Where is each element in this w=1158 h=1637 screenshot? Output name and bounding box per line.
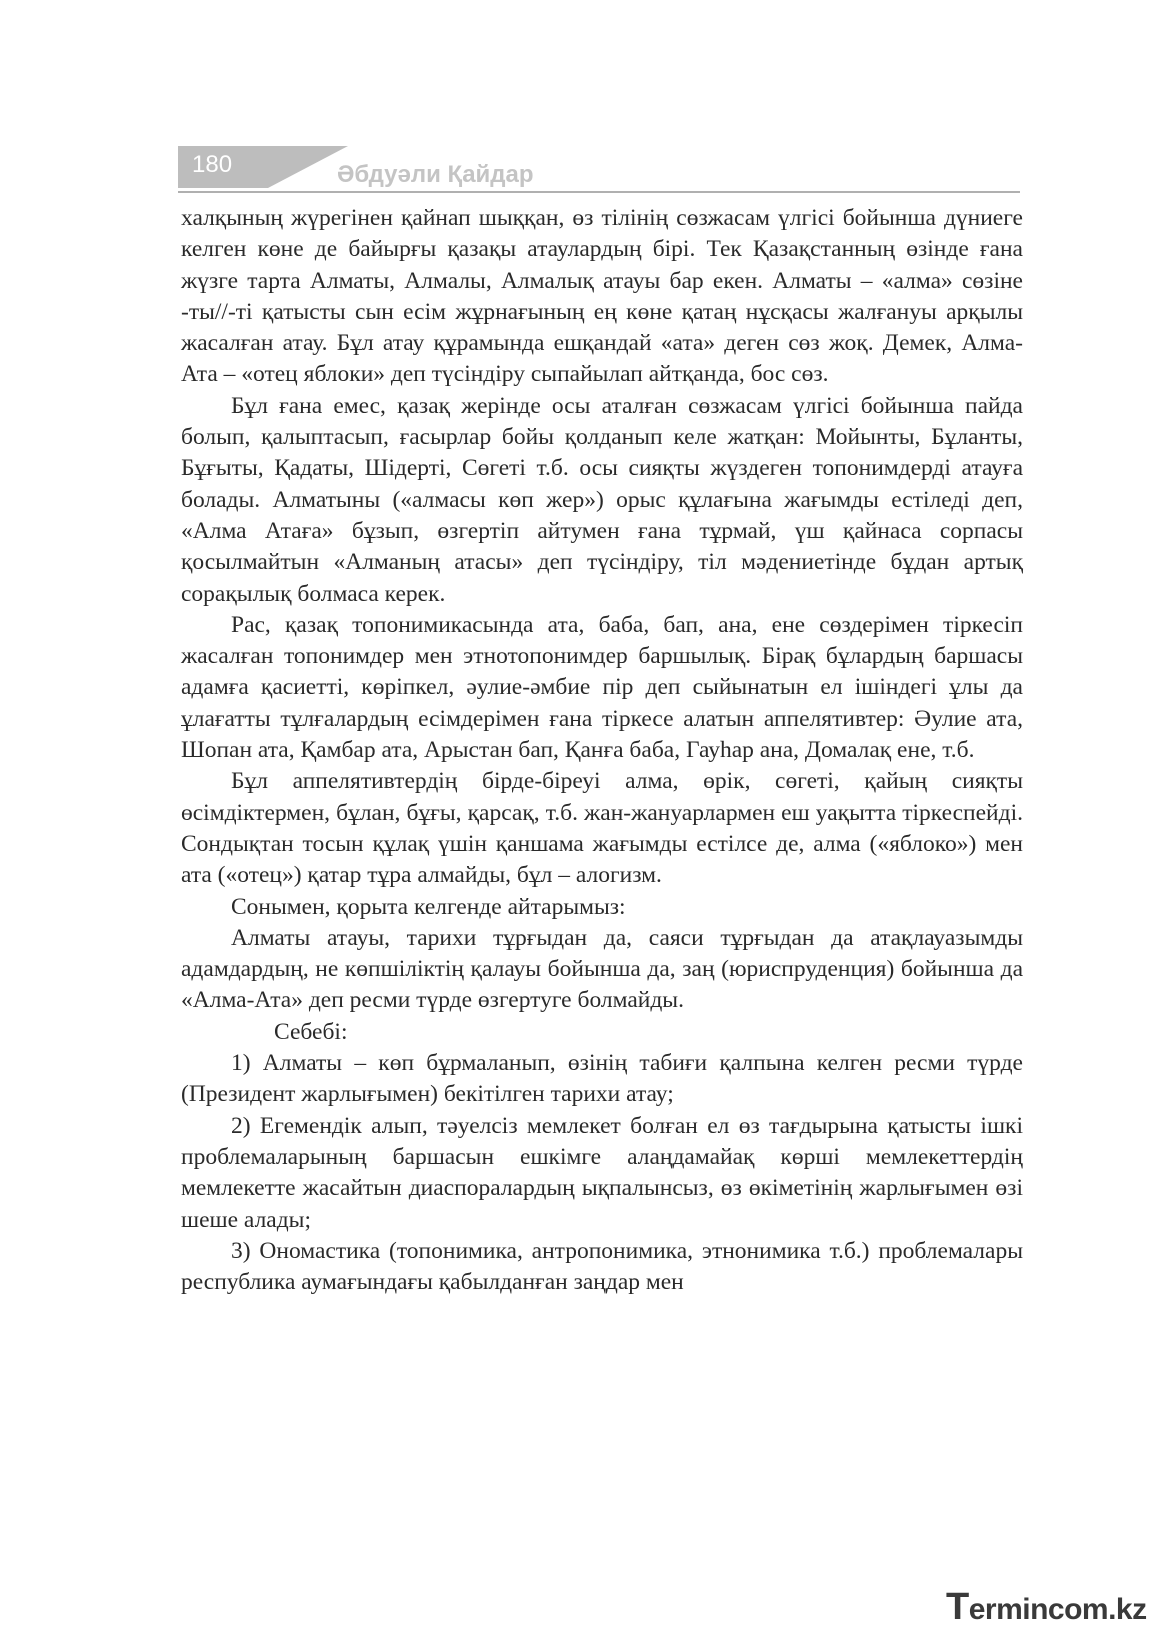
paragraph: Алматы атауы, тарихи тұрғыдан да, саяси тұрғыдан да атақлауазымды адамдардың, не көпшіліктің қалауы бойынша да, заң (юриспруденция) бойынша да «Алма-Ата» деп ресми түрде өзгертуге болмайды. — [181, 924, 1023, 1014]
paragraph: 3) Ономастика (топонимика, антропонимика, этнонимика т.б.) проблемалары республика аумағындағы қабылданған заңдар мен — [181, 1237, 1023, 1296]
body-text — [181, 203, 1023, 1298]
watermark-text: ermincom.kz — [968, 1593, 1147, 1626]
header-rule — [178, 191, 1020, 193]
watermark-initial: T — [946, 1586, 969, 1628]
page-header — [178, 146, 1020, 194]
paragraph: Бұл ғана емес, қазақ жерінде осы аталған сөзжасам үлгісі бойынша пайда болып, қалыптасып, ғасырлар бойы қолданып келе жатқан: Мойынты, Бұланты, Бұғыты, Қадаты, Шідерті, Сөгеті т.б. осы сияқты жүздеген топонимдерді атауға болады. Алматыны («алмасы көп жер») орыс құлағына жағымды естіледі деп, «Алма Атаға» бұзып, өзгертіп айтумен ғана тұрмай, үш қайнаса сорпасы қосылмайтын «Алманың атасы» деп түсіндіру, тіл мәдениетінде бұдан артық сорақылық болмаса керек. — [181, 392, 1023, 607]
watermark-logo — [946, 1586, 1147, 1629]
paragraph: Сонымен, қорыта келгенде айтарымыз: — [231, 893, 626, 920]
running-head-author: Әбдуәли Қайдар — [337, 161, 534, 188]
page-number-tab-wedge — [268, 146, 348, 188]
page-number: 180 — [192, 151, 233, 178]
paragraph: Себебі: — [274, 1018, 348, 1045]
paragraph: Бұл аппелятивтердің бірде-біреуі алма, өрік, сөгеті, қайың сияқты өсімдіктермен, бұлан, бұғы, қарсақ, т.б. жан-жануарлармен еш уақытта тіркеспейді. Сондықтан тосын құлақ үшін қаншама жағымды естілсе де, алма («яблоко») мен ата («отец») қатар тұра алмайды, бұл – алогизм. — [181, 768, 1023, 889]
paragraph: Рас, қазақ топонимикасында ата, баба, бап, ана, ене сөздерімен тіркесіп жасалған топонимдер мен этнотопонимдер баршылық. Бірақ бұлардың баршасы адамға қасиетті, көріпкел, әулие-әмбие пір деп сыйынатын ел ішіндегі ұлы да ұлағатты тұлғалардың есімдерімен ғана тіркесе алатын аппелятивтер: Әулие ата, Шопан ата, Қамбар ата, Арыстан бап, Қанға баба, Гауһар ана, Домалақ ене, т.б. — [181, 611, 1023, 764]
paragraph: 2) Егемендік алып, тәуелсіз мемлекет болған ел өз тағдырына қатысты ішкі проблемаларының баршасын ешкімге алаңдамайақ көрші мемлекеттердің мемлекетте жасайтын диаспоралардың ықпалынсыз, өз өкіметінің жарлығымен өзі шеше алады; — [181, 1112, 1023, 1233]
paragraph: халқының жүрегінен қайнап шыққан, өз тілінің сөзжасам үлгісі бойынша дүниеге келген көне де байырғы қазақы атаулардың бірі. Тек Қазақстанның өзінде ғана жүзге тарта Алматы, Алмалы, Алмалық атауы бар екен. Алматы – «алма» сөзіне -ты//-ті қатысты сын есім жұрнағының ең көне қатаң нұсқасы жалғануы арқылы жасалған атау. Бұл атау құрамында ешқандай «ата» деген сөз жоқ. Демек, Алма-Ата – «отец яблоки» деп түсіндіру сыпайылап айтқанда, бос сөз. — [181, 205, 1023, 388]
paragraph: 1) Алматы – көп бұрмаланып, өзінің табиғи қалпына келген ресми түрде (Президент жарлығымен) бекітілген тарихи атау; — [181, 1050, 1023, 1108]
